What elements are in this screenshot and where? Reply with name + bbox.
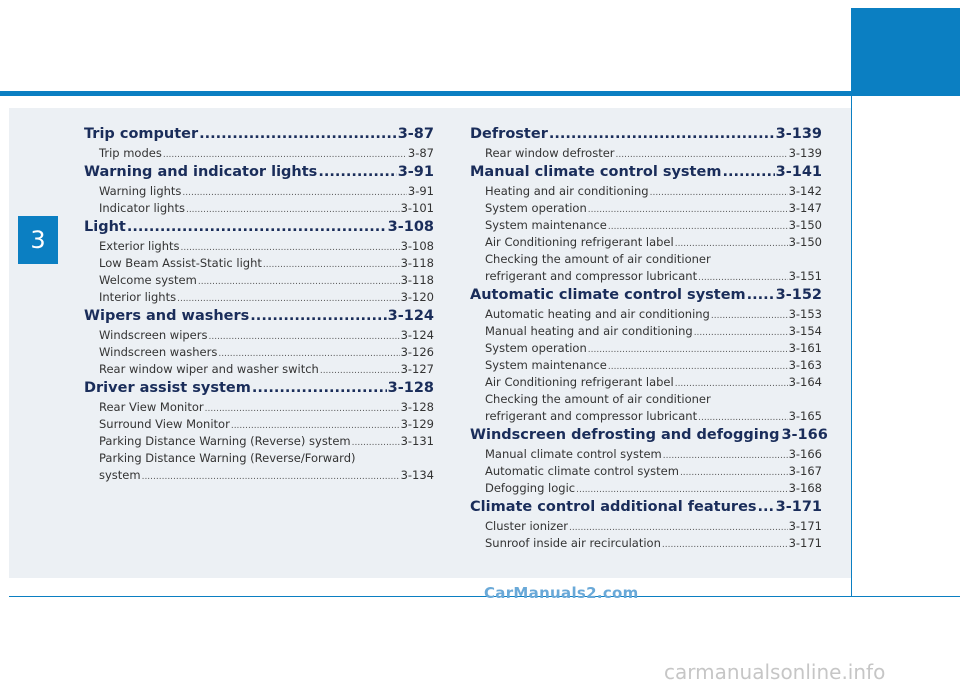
toc-entry[interactable]: [84, 272, 434, 289]
entry-title: System maintenance: [485, 358, 607, 372]
entry-title: Air Conditioning refrigerant label: [485, 375, 674, 389]
toc-entry[interactable]: [84, 183, 434, 200]
dot-leader: [142, 469, 400, 486]
entry-page-number: 3-153: [788, 307, 822, 321]
dot-leader: [352, 435, 400, 452]
entry-page-number: 3-131: [400, 434, 434, 448]
toc-entry[interactable]: [84, 145, 434, 162]
toc-left-column: [84, 124, 434, 484]
dot-leader: [650, 185, 788, 202]
toc-right-column: [470, 124, 828, 552]
entry-page-number: 3-127: [400, 362, 434, 376]
dot-leader: [127, 217, 387, 238]
entry-title: Windscreen washers: [99, 345, 218, 359]
toc-entry[interactable]: [84, 344, 434, 361]
header-bar: [0, 91, 960, 96]
dot-leader: [252, 378, 387, 399]
divider-line: [851, 96, 852, 596]
toc-entry-continued[interactable]: Parking Distance Warning (Reverse/Forward): [99, 451, 356, 465]
entry-page-number: 3-171: [788, 519, 822, 533]
dot-leader: [198, 274, 400, 291]
section-page-number: 3-108: [387, 219, 434, 235]
toc-section: [84, 306, 434, 378]
entry-title: Welcome system: [99, 273, 197, 287]
toc-section-heading[interactable]: [470, 425, 828, 446]
dot-leader: [182, 185, 406, 202]
dot-leader: [662, 537, 788, 554]
section-title: Defroster: [470, 126, 548, 142]
entry-page-number: 3-126: [400, 345, 434, 359]
toc-section-heading[interactable]: [84, 124, 434, 145]
toc-entry[interactable]: [470, 357, 822, 374]
dot-leader: [663, 448, 788, 465]
toc-entry[interactable]: [470, 183, 822, 200]
dot-leader: [694, 325, 788, 342]
toc-section: [84, 124, 434, 162]
entry-title: System operation: [485, 341, 587, 355]
section-page-number: 3-139: [775, 126, 822, 142]
footer-site-text[interactable]: carmanualsonline.info: [664, 660, 886, 684]
entry-title: System operation: [485, 201, 587, 215]
chapter-number-badge: 3: [18, 216, 58, 264]
toc-entry[interactable]: [470, 145, 822, 162]
toc-entry[interactable]: [470, 234, 822, 251]
toc-section-heading[interactable]: [84, 378, 434, 399]
dot-leader: [747, 285, 775, 306]
section-title: Trip computer: [84, 126, 199, 142]
dot-leader: [199, 124, 397, 145]
entry-title: Windscreen wipers: [99, 328, 208, 342]
entry-page-number: 3-118: [400, 273, 434, 287]
toc-section: [470, 162, 822, 285]
toc-section-heading[interactable]: [84, 162, 434, 183]
toc-entry[interactable]: [84, 327, 434, 344]
entry-page-number: 3-154: [788, 324, 822, 338]
entry-page-number: 3-108: [400, 239, 434, 253]
toc-entry[interactable]: [84, 433, 434, 450]
entry-page-number: 3-167: [788, 464, 822, 478]
entry-page-number: 3-124: [400, 328, 434, 342]
entry-page-number: 3-147: [788, 201, 822, 215]
corner-tab: [851, 8, 960, 96]
section-title: Driver assist system: [84, 380, 251, 396]
entry-title: Manual heating and air conditioning: [485, 324, 693, 338]
entry-title: Warning lights: [99, 184, 182, 198]
entry-page-number: 3-87: [407, 146, 434, 160]
entry-title: refrigerant and compressor lubricant: [485, 409, 698, 423]
section-title: Warning and indicator lights: [84, 164, 318, 180]
entry-title: system: [99, 468, 141, 482]
entry-page-number: 3-129: [400, 417, 434, 431]
toc-entry[interactable]: [470, 200, 822, 217]
section-title: Windscreen defrosting and defogging: [470, 427, 780, 443]
toc-entry[interactable]: [470, 480, 822, 497]
toc-entry[interactable]: [470, 306, 822, 323]
toc-entry[interactable]: [470, 268, 822, 285]
entry-page-number: 3-101: [400, 201, 434, 215]
section-title: Climate control additional features: [470, 499, 757, 515]
dot-leader: [711, 308, 788, 325]
dot-leader: [208, 329, 399, 346]
toc-entry[interactable]: [470, 374, 822, 391]
entry-title: Air Conditioning refrigerant label: [485, 235, 674, 249]
entry-title: Automatic climate control system: [485, 464, 679, 478]
toc-entry-continued[interactable]: Checking the amount of air conditioner: [485, 392, 711, 406]
section-title: Wipers and washers: [84, 308, 250, 324]
toc-entry[interactable]: [84, 238, 434, 255]
toc-entry[interactable]: [470, 408, 822, 425]
toc-section: [84, 378, 434, 484]
toc-entry[interactable]: [470, 446, 822, 463]
toc-section-heading[interactable]: [470, 124, 822, 145]
toc-section: [470, 124, 822, 162]
entry-title: Interior lights: [99, 290, 177, 304]
entry-title: refrigerant and compressor lubricant: [485, 269, 698, 283]
entry-page-number: 3-139: [788, 146, 822, 160]
entry-page-number: 3-142: [788, 184, 822, 198]
entry-page-number: 3-128: [400, 400, 434, 414]
entry-page-number: 3-165: [788, 409, 822, 423]
toc-entry[interactable]: [470, 463, 822, 480]
section-title: Manual climate control system: [470, 164, 722, 180]
entry-title: Defogging logic: [485, 481, 576, 495]
entry-title: Parking Distance Warning (Reverse) system: [99, 434, 351, 448]
entry-page-number: 3-150: [788, 235, 822, 249]
toc-section-heading[interactable]: [470, 497, 822, 518]
entry-title: Rear window defroster: [485, 146, 615, 160]
dot-leader: [250, 306, 386, 327]
section-page-number: 3-128: [387, 380, 434, 396]
toc-section-heading[interactable]: [84, 306, 434, 327]
entry-page-number: 3-171: [788, 536, 822, 550]
entry-title: Automatic heating and air conditioning: [485, 307, 710, 321]
section-page-number: 3-141: [775, 164, 822, 180]
toc-entry[interactable]: [84, 200, 434, 217]
toc-section-heading[interactable]: [470, 162, 822, 183]
toc-entry[interactable]: [84, 255, 434, 272]
dot-leader: [588, 202, 788, 219]
entry-page-number: 3-166: [788, 447, 822, 461]
entry-page-number: 3-150: [788, 218, 822, 232]
section-title: Automatic climate control system: [470, 287, 746, 303]
entry-title: Rear View Monitor: [99, 400, 204, 414]
entry-title: System maintenance: [485, 218, 607, 232]
toc-section: [470, 285, 822, 425]
entry-title: Surround View Monitor: [99, 417, 230, 431]
entry-title: Indicator lights: [99, 201, 185, 215]
toc-entry[interactable]: [470, 340, 822, 357]
toc-entry[interactable]: [470, 217, 822, 234]
toc-entry[interactable]: [84, 361, 434, 378]
entry-page-number: 3-168: [788, 481, 822, 495]
entry-page-number: 3-118: [400, 256, 434, 270]
section-page-number: 3-152: [775, 287, 822, 303]
entry-page-number: 3-163: [788, 358, 822, 372]
toc-entry[interactable]: [84, 416, 434, 433]
dot-leader: [758, 497, 775, 518]
entry-title: Cluster ionizer: [485, 519, 569, 533]
dot-leader: [722, 162, 774, 183]
entry-page-number: 3-151: [788, 269, 822, 283]
entry-page-number: 3-134: [400, 468, 434, 482]
section-title: Light: [84, 219, 126, 235]
entry-title: Rear window wiper and washer switch: [99, 362, 319, 376]
toc-section-heading[interactable]: [84, 217, 434, 238]
toc-entry-continued[interactable]: Checking the amount of air conditioner: [485, 252, 711, 266]
entry-title: Manual climate control system: [485, 447, 662, 461]
toc-entry[interactable]: [84, 289, 434, 306]
dot-leader: [680, 465, 788, 482]
watermark-text[interactable]: CarManuals2.com: [484, 584, 639, 602]
toc-entry[interactable]: [470, 518, 822, 535]
section-page-number: 3-166: [781, 427, 828, 443]
entry-title: Low Beam Assist-Static light: [99, 256, 262, 270]
dot-leader: [263, 257, 400, 274]
entry-title: Exterior lights: [99, 239, 180, 253]
entry-page-number: 3-161: [788, 341, 822, 355]
entry-title: Heating and air conditioning: [485, 184, 649, 198]
toc-section: [84, 162, 434, 217]
toc-section-heading[interactable]: [470, 285, 822, 306]
toc-entry[interactable]: [84, 467, 434, 484]
section-page-number: 3-91: [397, 164, 434, 180]
entry-title: Trip modes: [99, 146, 162, 160]
entry-page-number: 3-91: [407, 184, 434, 198]
dot-leader: [588, 342, 788, 359]
toc-entry[interactable]: [470, 535, 822, 552]
dot-leader: [205, 401, 400, 418]
toc-section: [470, 425, 828, 497]
dot-leader: [318, 162, 396, 183]
section-page-number: 3-124: [387, 308, 434, 324]
entry-page-number: 3-120: [400, 290, 434, 304]
toc-section: [84, 217, 434, 306]
dot-leader: [549, 124, 775, 145]
entry-title: Sunroof inside air recirculation: [485, 536, 661, 550]
section-page-number: 3-87: [397, 126, 434, 142]
toc-section: [470, 497, 822, 552]
entry-page-number: 3-164: [788, 375, 822, 389]
toc-entry[interactable]: [84, 399, 434, 416]
toc-entry[interactable]: [470, 323, 822, 340]
section-page-number: 3-171: [775, 499, 822, 515]
